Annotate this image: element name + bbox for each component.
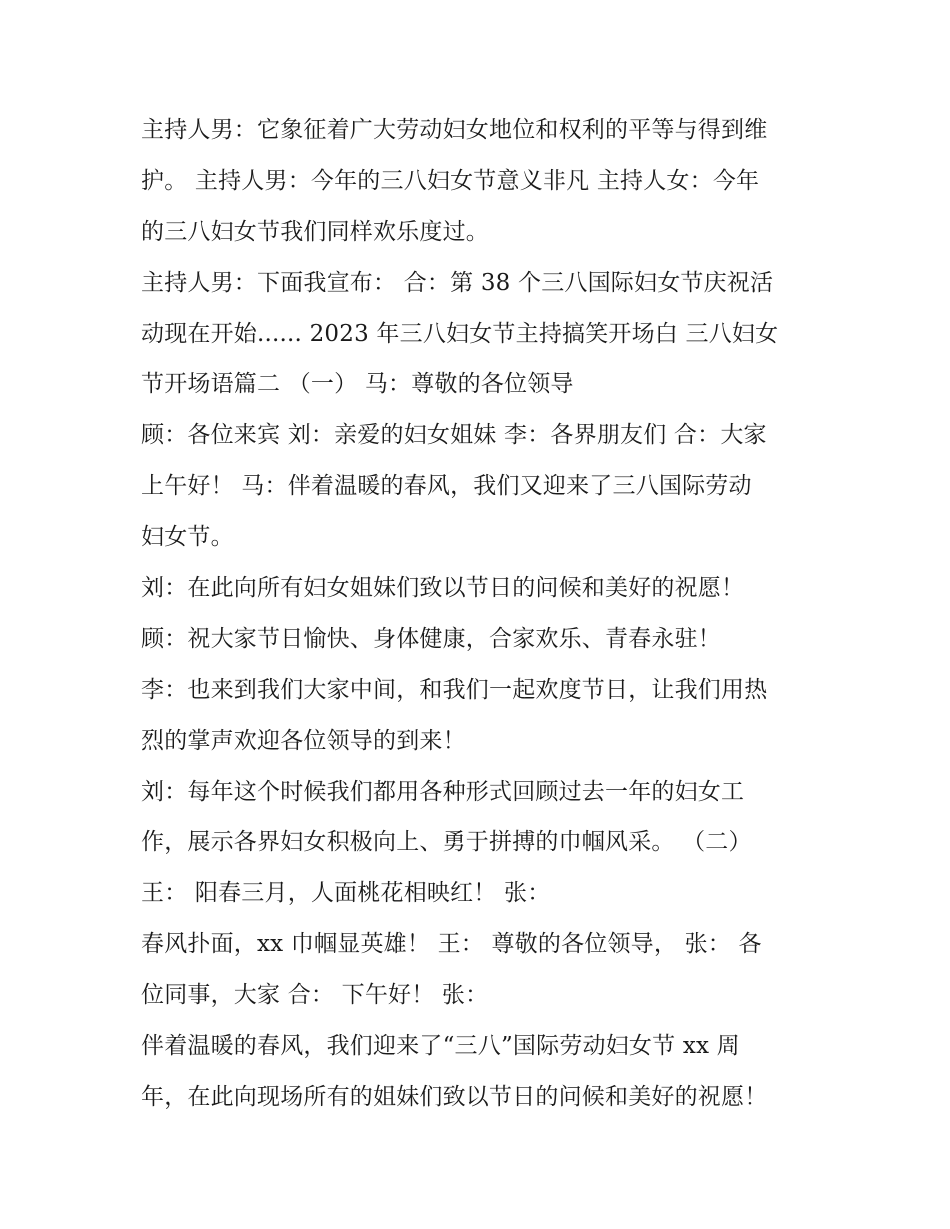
text-line: 伴着温暖的春风，我们迎来了“三八”国际劳动妇女节 xx 周: [141, 1033, 740, 1060]
text-line: 护。 主持人男：今年的三八妇女节意义非凡 主持人女：今年: [141, 167, 760, 194]
text-line: 顾：祝大家节日愉快、身体健康，合家欢乐、青春永驻！: [141, 625, 721, 652]
text-line: 刘：在此向所有妇女姐妹们致以节日的问候和美好的祝愿！: [141, 575, 745, 602]
text-line: 动现在开始...... 2023 年三八妇女节主持搞笑开场白 三八妇女: [141, 320, 779, 347]
text-line: 作，展示各界妇女积极向上、勇于拼搏的巾帼风采。 （二）: [141, 829, 752, 856]
text-line: 的三八妇女节我们同样欢乐度过。: [141, 218, 489, 245]
text-line: 刘：每年这个时候我们都用各种形式回顾过去一年的妇女工: [141, 778, 745, 805]
text-line: 烈的掌声欢迎各位领导的到来！: [141, 727, 466, 754]
text-line: 位同事，大家 合： 下午好！ 张：: [141, 982, 489, 1009]
text-line: 妇女节。: [141, 524, 234, 551]
text-line: 李：也来到我们大家中间，和我们一起欢度节日，让我们用热: [141, 676, 768, 703]
text-line: 主持人男：它象征着广大劳动妇女地位和权利的平等与得到维: [141, 117, 768, 143]
text-line: 王： 阳春三月，人面桃花相映红！ 张：: [141, 880, 551, 907]
text-line: 节开场语篇二 （一） 马：尊敬的各位领导: [141, 371, 574, 398]
text-line: 年，在此向现场所有的姐妹们致以节日的问候和美好的祝愿！: [141, 1083, 768, 1110]
text-line: 春风扑面，xx 巾帼显英雄！ 王： 尊敬的各位领导， 张： 各: [141, 931, 762, 958]
document-body: [141, 110, 821, 1128]
text-line: 上午好！ 马：伴着温暖的春风，我们又迎来了三八国际劳动: [141, 473, 752, 500]
text-line: 主持人男：下面我宣布： 合：第 38 个三八国际妇女节庆祝活: [141, 269, 774, 296]
text-line: 顾：各位来宾 刘：亲爱的妇女姐妹 李：各界朋友们 合：大家: [141, 422, 767, 449]
